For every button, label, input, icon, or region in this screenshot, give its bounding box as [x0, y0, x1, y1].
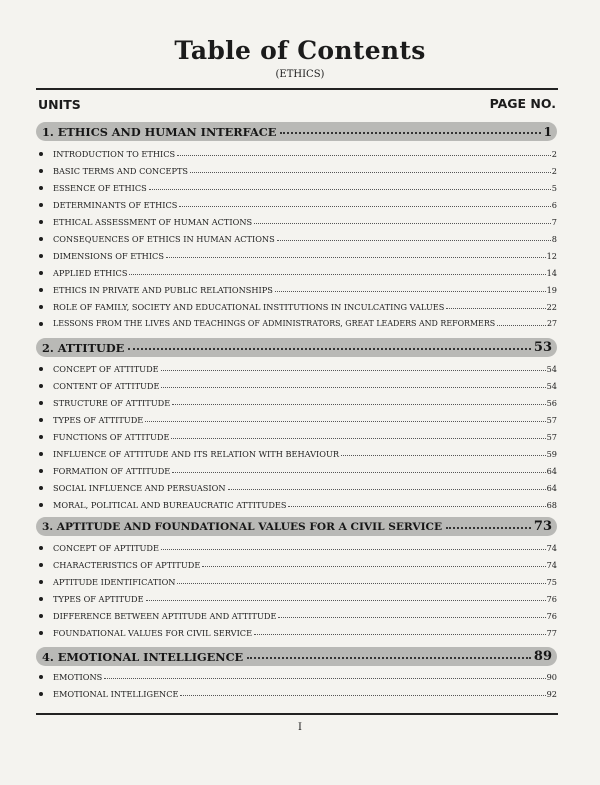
entry-page: 75 [546, 576, 557, 587]
page-subtitle: (ETHICS) [275, 69, 325, 80]
chapter-page: 89 [533, 649, 552, 664]
bullet-icon [39, 692, 43, 696]
entry-title: TYPES OF ATTITUDE [53, 414, 144, 425]
entry-title: INTRODUCTION TO ETHICS [53, 148, 176, 159]
entry-title: TYPES OF APTITUDE [53, 593, 144, 604]
entry-title: DIFFERENCE BETWEEN APTITUDE AND ATTITUDE [53, 610, 277, 621]
bullet-icon [39, 169, 43, 173]
dot-leader [180, 689, 545, 696]
page-no-column-header: PAGE NO. [489, 96, 556, 111]
toc-entry[interactable] [36, 625, 557, 640]
bullet-icon [39, 597, 43, 601]
toc-entry[interactable] [36, 557, 557, 572]
entry-title: BASIC TERMS AND CONCEPTS [53, 165, 189, 176]
bullet-icon [39, 631, 43, 635]
toc-entry[interactable] [36, 378, 557, 393]
chapter-page: 73 [533, 519, 552, 534]
toc-entry[interactable] [36, 395, 557, 410]
top-divider [36, 88, 558, 90]
toc-entry[interactable] [36, 299, 557, 314]
dot-leader [254, 628, 546, 635]
dot-leader [145, 415, 545, 422]
bullet-icon [39, 367, 43, 371]
entry-page: 2 [551, 165, 557, 176]
bullet-icon [39, 288, 43, 292]
dot-leader [161, 543, 546, 550]
toc-entry[interactable] [36, 540, 557, 555]
entry-page: 22 [546, 301, 557, 312]
dot-leader [497, 319, 546, 326]
entry-title: CONTENT OF ATTITUDE [53, 380, 160, 391]
dot-leader [228, 483, 546, 490]
toc-entry[interactable] [36, 608, 557, 623]
entry-title: DETERMINANTS OF ETHICS [53, 199, 178, 210]
dot-leader [104, 672, 545, 679]
dot-leader [129, 268, 545, 275]
bullet-icon [39, 401, 43, 405]
entry-page: 76 [546, 593, 557, 604]
chapter-title: 1. ETHICS AND HUMAN INTERFACE [42, 124, 277, 139]
bullet-icon [39, 322, 43, 326]
dot-leader [446, 521, 531, 529]
entry-page: 2 [551, 148, 557, 159]
entry-title: ETHICAL ASSESSMENT OF HUMAN ACTIONS [53, 216, 253, 227]
entry-title: ROLE OF FAMILY, SOCIETY AND EDUCATIONAL INSTITUTIONS IN INCULCATING VALUES [53, 301, 445, 312]
entry-title: LESSONS FROM THE LIVES AND TEACHINGS OF ADMINISTRATORS, GREAT LEADERS AND REFORMERS [53, 319, 496, 328]
entry-page: 56 [546, 397, 557, 408]
entry-page: 64 [546, 482, 557, 493]
chapter-page: 1 [543, 124, 552, 139]
entry-title: FOUNDATIONAL VALUES FOR CIVIL SERVICE [53, 627, 253, 638]
entry-page: 57 [546, 414, 557, 425]
entry-title: APPLIED ETHICS [53, 267, 128, 278]
entry-page: 14 [546, 267, 557, 278]
dot-leader [172, 398, 545, 405]
dot-leader [341, 449, 546, 456]
dot-leader [171, 432, 545, 439]
bullet-icon [39, 152, 43, 156]
bullet-icon [39, 186, 43, 190]
chapter-heading[interactable] [36, 122, 557, 141]
entry-title: CONCEPT OF APTITUDE [53, 542, 159, 553]
dot-leader [280, 126, 540, 134]
dot-leader [166, 251, 546, 258]
entry-page: 76 [546, 610, 557, 621]
dot-leader [288, 500, 545, 507]
entry-title: INFLUENCE OF ATTITUDE AND ITS RELATION WITH BEHAVIOUR [53, 448, 340, 459]
toc-entry[interactable] [36, 480, 557, 495]
toc-entry[interactable] [36, 282, 557, 297]
bullet-icon [39, 546, 43, 550]
entry-title: MORAL, POLITICAL AND BUREAUCRATIC ATTITUDES [53, 499, 287, 510]
dot-leader [446, 302, 545, 309]
bullet-icon [39, 614, 43, 618]
entry-title: CHARACTERISTICS OF APTITUDE [53, 559, 201, 570]
toc-entry[interactable] [36, 591, 557, 606]
page-number: I [298, 722, 302, 733]
entry-title: CONSEQUENCES OF ETHICS IN HUMAN ACTIONS [53, 233, 275, 244]
toc-entry[interactable] [36, 163, 557, 178]
dot-leader [161, 364, 546, 371]
chapter-heading[interactable] [36, 338, 557, 357]
entry-page: 54 [546, 380, 557, 391]
bullet-icon [39, 486, 43, 490]
chapter-heading[interactable] [36, 517, 557, 536]
bullet-icon [39, 220, 43, 224]
dot-leader [149, 183, 551, 190]
dot-leader [278, 611, 545, 618]
toc-entry[interactable] [36, 361, 557, 376]
toc-entry[interactable] [36, 669, 557, 684]
toc-entry[interactable] [36, 412, 557, 427]
chapter-heading[interactable] [36, 647, 557, 666]
entry-page: 54 [546, 363, 557, 374]
entry-title: SOCIAL INFLUENCE AND PERSUASION [53, 482, 226, 493]
bullet-icon [39, 237, 43, 241]
entry-page: 74 [546, 542, 557, 553]
entry-page: 64 [546, 465, 557, 476]
bullet-icon [39, 305, 43, 309]
entry-title: CONCEPT OF ATTITUDE [53, 363, 159, 374]
chapter-page: 53 [533, 340, 552, 355]
bottom-divider [36, 713, 558, 715]
dot-leader [202, 560, 545, 567]
entry-page: 57 [546, 431, 557, 442]
dot-leader [190, 166, 551, 173]
dot-leader [177, 149, 551, 156]
entry-page: 7 [551, 216, 557, 227]
chapter-title: 3. APTITUDE AND FOUNDATIONAL VALUES FOR A CIVIL SERVICE [42, 520, 443, 533]
bullet-icon [39, 435, 43, 439]
dot-leader [177, 577, 545, 584]
toc-entry[interactable] [36, 265, 557, 280]
entry-page: 5 [551, 182, 557, 193]
toc-entry[interactable] [36, 248, 557, 263]
dot-leader [179, 200, 550, 207]
toc-entry[interactable] [36, 429, 557, 444]
toc-entry[interactable] [36, 231, 557, 246]
dot-leader [161, 381, 545, 388]
chapter-title: 4. EMOTIONAL INTELLIGENCE [42, 649, 244, 664]
bullet-icon [39, 418, 43, 422]
entry-page: 8 [551, 233, 557, 244]
entry-title: FORMATION OF ATTITUDE [53, 465, 171, 476]
dot-leader [254, 217, 551, 224]
bullet-icon [39, 271, 43, 275]
bullet-icon [39, 675, 43, 679]
dot-leader [172, 466, 545, 473]
entry-page: 92 [546, 688, 557, 699]
bullet-icon [39, 254, 43, 258]
entry-page: 77 [546, 627, 557, 638]
toc-entry[interactable] [36, 574, 557, 589]
toc-entry[interactable] [36, 214, 557, 229]
toc-entry[interactable] [36, 497, 557, 512]
entry-title: APTITUDE IDENTIFICATION [53, 576, 176, 587]
entry-page: 12 [546, 250, 557, 261]
entry-title: EMOTIONS [53, 671, 103, 682]
entry-page: 6 [551, 199, 557, 210]
dot-leader [247, 651, 531, 659]
page-title: Table of Contents [174, 36, 426, 65]
entry-title: DIMENSIONS OF ETHICS [53, 250, 164, 261]
dot-leader [128, 342, 531, 350]
bullet-icon [39, 503, 43, 507]
entry-title: EMOTIONAL INTELLIGENCE [53, 688, 179, 699]
toc-entry[interactable] [36, 180, 557, 195]
entry-title: ESSENCE OF ETHICS [53, 182, 147, 193]
toc-entry[interactable] [36, 316, 557, 331]
bullet-icon [39, 384, 43, 388]
entry-title: STRUCTURE OF ATTITUDE [53, 397, 171, 408]
toc-entry[interactable] [36, 446, 557, 461]
chapter-title: 2. ATTITUDE [42, 340, 125, 355]
bullet-icon [39, 580, 43, 584]
bullet-icon [39, 469, 43, 473]
toc-entry[interactable] [36, 463, 557, 478]
entry-page: 90 [546, 671, 557, 682]
dot-leader [275, 285, 546, 292]
bullet-icon [39, 563, 43, 567]
entry-title: FUNCTIONS OF ATTITUDE [53, 431, 170, 442]
dot-leader [277, 234, 551, 241]
toc-entry[interactable] [36, 197, 557, 212]
units-column-header: UNITS [38, 97, 81, 112]
toc-entry[interactable] [36, 146, 557, 161]
entry-title: ETHICS IN PRIVATE AND PUBLIC RELATIONSHIPS [53, 284, 273, 295]
entry-page: 68 [546, 499, 557, 510]
toc-entry[interactable] [36, 686, 557, 701]
dot-leader [146, 594, 546, 601]
bullet-icon [39, 452, 43, 456]
entry-page: 74 [546, 559, 557, 570]
entry-page: 19 [546, 284, 557, 295]
bullet-icon [39, 203, 43, 207]
entry-page: 59 [546, 448, 557, 459]
entry-page: 27 [546, 319, 557, 328]
